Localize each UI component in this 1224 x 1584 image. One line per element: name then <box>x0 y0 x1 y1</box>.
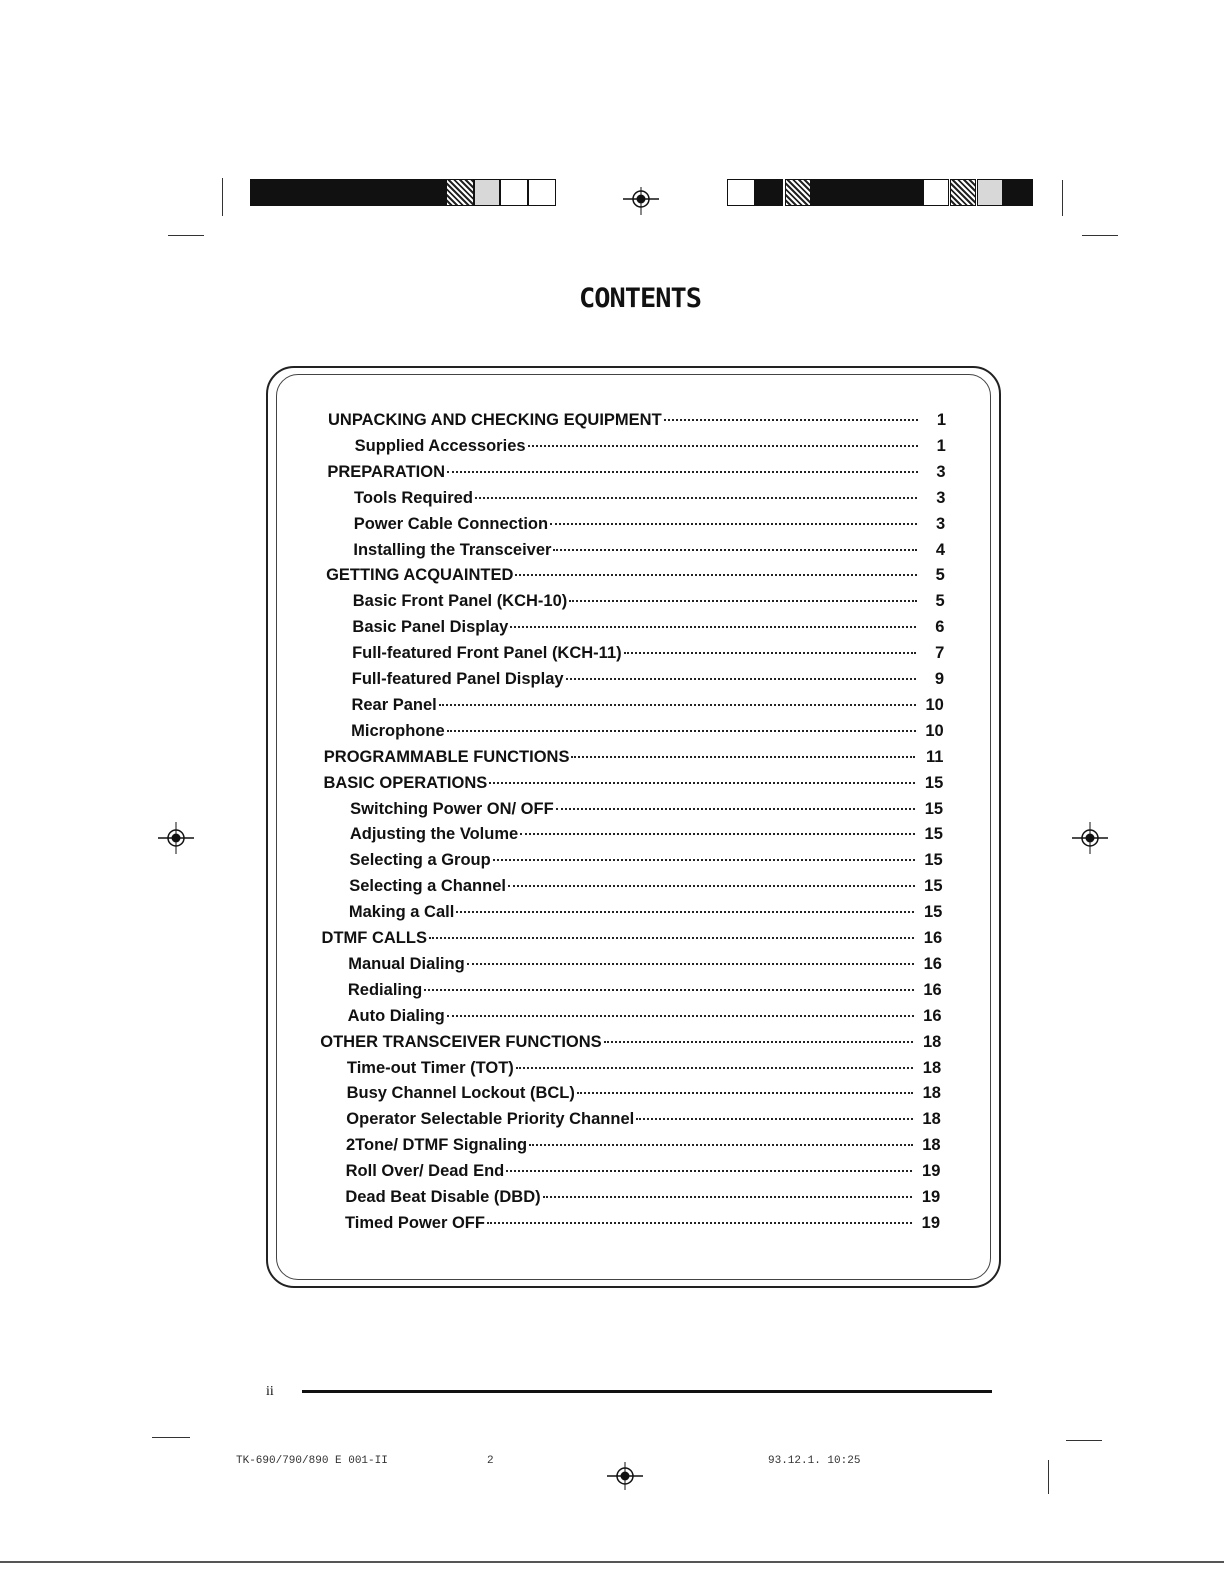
toc-page-number: 16 <box>923 980 942 999</box>
dot-leader <box>515 574 916 576</box>
toc-label: Operator Selectable Priority Channel <box>346 1110 635 1129</box>
dot-leader <box>624 652 917 654</box>
dot-leader <box>566 678 916 680</box>
toc-section <box>324 747 944 767</box>
toc-page-number: 18 <box>922 1058 942 1077</box>
toc-label: GETTING ACQUAINTED <box>326 566 514 585</box>
toc-entry <box>347 1058 941 1078</box>
toc-label: PROGRAMMABLE FUNCTIONS <box>323 747 570 766</box>
dot-leader <box>467 963 914 965</box>
toc-page-number: 19 <box>922 1162 941 1181</box>
dot-leader <box>447 730 916 732</box>
dot-leader <box>456 911 914 913</box>
toc-entry <box>355 436 946 456</box>
toc-page-number: 11 <box>926 747 944 766</box>
toc-page-number: 7 <box>935 644 945 663</box>
toc-label: Manual Dialing <box>348 954 465 973</box>
toc-entry <box>348 954 942 974</box>
toc-label: DTMF CALLS <box>321 929 427 947</box>
page-edge <box>0 1561 1224 1563</box>
toc-entry <box>345 1213 940 1233</box>
dot-leader <box>487 1222 912 1224</box>
toc-section <box>323 773 943 793</box>
toc-page-number: 4 <box>935 540 946 559</box>
dot-leader <box>577 1092 913 1094</box>
toc-label: Selecting a Channel <box>349 877 506 896</box>
crop-mark <box>1082 235 1118 236</box>
dot-leader <box>508 885 915 887</box>
toc-entry <box>349 902 942 922</box>
registration-mark-icon <box>623 181 659 217</box>
dot-leader <box>604 1041 914 1043</box>
toc-section <box>322 928 943 948</box>
toc-entry <box>346 1109 940 1129</box>
toc-page-number: 5 <box>935 566 945 585</box>
toc-page-number: 10 <box>925 695 944 714</box>
toc-label: Time-out Timer (TOT) <box>346 1058 514 1077</box>
toc-label: Basic Front Panel (KCH-10) <box>352 592 568 611</box>
toc-entry <box>353 591 945 611</box>
toc-label: Making a Call <box>348 903 455 922</box>
toc-page-number: 16 <box>923 929 943 947</box>
toc-label: Switching Power ON/ OFF <box>350 799 554 818</box>
toc-page-number: 9 <box>934 670 945 688</box>
toc-entry <box>353 540 945 560</box>
footer-rule <box>302 1390 992 1393</box>
toc-label: PREPARATION <box>327 462 445 481</box>
toc-label: Selecting a Group <box>349 851 491 870</box>
dot-leader <box>569 600 916 602</box>
toc-label: Power Cable Connection <box>353 514 549 533</box>
dot-leader <box>475 497 918 499</box>
toc-label: Basic Panel Display <box>352 618 509 637</box>
toc-page-number: 5 <box>935 592 945 611</box>
toc-label: Rear Panel <box>351 695 437 714</box>
toc-entry <box>352 617 944 637</box>
toc-section <box>327 462 945 482</box>
toc-page-number: 10 <box>925 721 944 740</box>
crop-mark <box>1066 1440 1102 1441</box>
dot-leader <box>553 549 917 551</box>
toc-label: Installing the Transceiver <box>353 540 552 559</box>
toc-label: BASIC OPERATIONS <box>323 773 488 792</box>
dot-leader <box>664 419 918 421</box>
toc-entry <box>352 643 944 663</box>
toc-label: Full-featured Front Panel (KCH-11) <box>352 644 622 663</box>
dot-leader <box>489 782 915 784</box>
registration-mark-icon <box>607 1458 643 1494</box>
dot-leader <box>528 445 918 447</box>
crop-mark <box>1048 1460 1049 1494</box>
toc-label: Microphone <box>351 721 445 740</box>
toc-page-number: 18 <box>922 1136 941 1155</box>
dot-leader <box>510 626 916 628</box>
dot-leader <box>447 1015 914 1017</box>
toc-label: 2Tone/ DTMF Signaling <box>345 1136 528 1155</box>
document-code: TK-690/790/890 E 001-II <box>236 1455 388 1467</box>
toc-page-number: 19 <box>921 1213 940 1232</box>
toc-page-number: 6 <box>935 618 945 637</box>
toc-entry <box>350 850 943 870</box>
sheet-number: 2 <box>487 1455 494 1467</box>
toc-page-number: 1 <box>936 411 946 429</box>
toc-page-number: 15 <box>924 773 944 792</box>
registration-mark-icon <box>158 820 194 856</box>
dot-leader <box>520 833 915 835</box>
toc-entry <box>354 514 946 534</box>
toc-entry <box>351 721 944 741</box>
toc-label: Adjusting the Volume <box>349 825 519 844</box>
toc-entry <box>346 1161 941 1181</box>
toc-page-number: 15 <box>924 799 944 818</box>
toc-page-number: 15 <box>924 825 943 844</box>
toc-entry <box>345 1187 940 1207</box>
toc-label: Busy Channel Lockout (BCL) <box>346 1084 575 1103</box>
toc-label: Full-featured Panel Display <box>351 670 564 688</box>
dot-leader <box>516 1067 913 1069</box>
print-timestamp: 93.12.1. 10:25 <box>768 1455 861 1467</box>
toc-page-number: 3 <box>936 488 946 507</box>
dot-leader <box>529 1144 912 1146</box>
toc-page-number: 15 <box>923 903 943 922</box>
dot-leader <box>556 808 915 810</box>
dot-leader <box>571 756 915 758</box>
toc-page-number: 1 <box>936 436 946 455</box>
toc-entry <box>351 695 943 715</box>
toc-label: Tools Required <box>354 488 473 507</box>
dot-leader <box>506 1170 912 1172</box>
toc-page-number: 15 <box>924 851 943 870</box>
toc-page-number: 18 <box>922 1110 941 1129</box>
crop-mark <box>222 178 223 216</box>
toc-page-number: 15 <box>924 877 943 896</box>
toc-entry <box>349 876 942 896</box>
toc-label: Roll Over/ Dead End <box>345 1162 505 1181</box>
registration-mark-icon <box>1072 820 1108 856</box>
toc-label: Dead Beat Disable (DBD) <box>345 1188 541 1206</box>
page-number: ii <box>266 1384 274 1399</box>
dot-leader <box>543 1196 913 1198</box>
dot-leader <box>429 937 914 939</box>
page-title: CONTENTS <box>578 283 702 314</box>
crop-mark <box>1062 180 1063 216</box>
toc-entry <box>348 1006 942 1026</box>
toc-label: Auto Dialing <box>347 1006 445 1025</box>
toc-page-number: 18 <box>922 1084 941 1103</box>
toc-entry <box>346 1135 941 1155</box>
dot-leader <box>447 471 918 473</box>
toc-page-number: 19 <box>921 1188 941 1206</box>
toc-label: Supplied Accessories <box>354 436 526 455</box>
dot-leader <box>424 989 914 991</box>
toc-section <box>320 1032 941 1052</box>
dot-leader <box>636 1118 913 1120</box>
toc-page-number: 3 <box>936 514 946 533</box>
toc-label: Timed Power OFF <box>345 1213 485 1232</box>
crop-mark <box>152 1437 190 1438</box>
toc-page-number: 18 <box>922 1032 942 1051</box>
toc-entry <box>347 1083 941 1103</box>
toc-label: Redialing <box>347 980 423 999</box>
crop-mark <box>168 235 204 236</box>
toc-page-number: 16 <box>923 1006 942 1025</box>
toc-page-number: 3 <box>936 462 946 481</box>
dot-leader <box>493 859 915 861</box>
toc-entry <box>348 980 942 1000</box>
toc-entry <box>350 824 943 844</box>
toc-entry <box>352 669 944 689</box>
toc-page-number: 16 <box>923 954 942 973</box>
toc-entry <box>350 799 943 819</box>
toc-section <box>326 565 945 585</box>
toc-label: OTHER TRANSCEIVER FUNCTIONS <box>320 1032 602 1051</box>
dot-leader <box>439 704 916 706</box>
dot-leader <box>550 523 917 525</box>
toc-label: UNPACKING AND CHECKING EQUIPMENT <box>328 411 662 429</box>
toc-section <box>328 410 946 430</box>
toc-entry <box>354 488 945 508</box>
